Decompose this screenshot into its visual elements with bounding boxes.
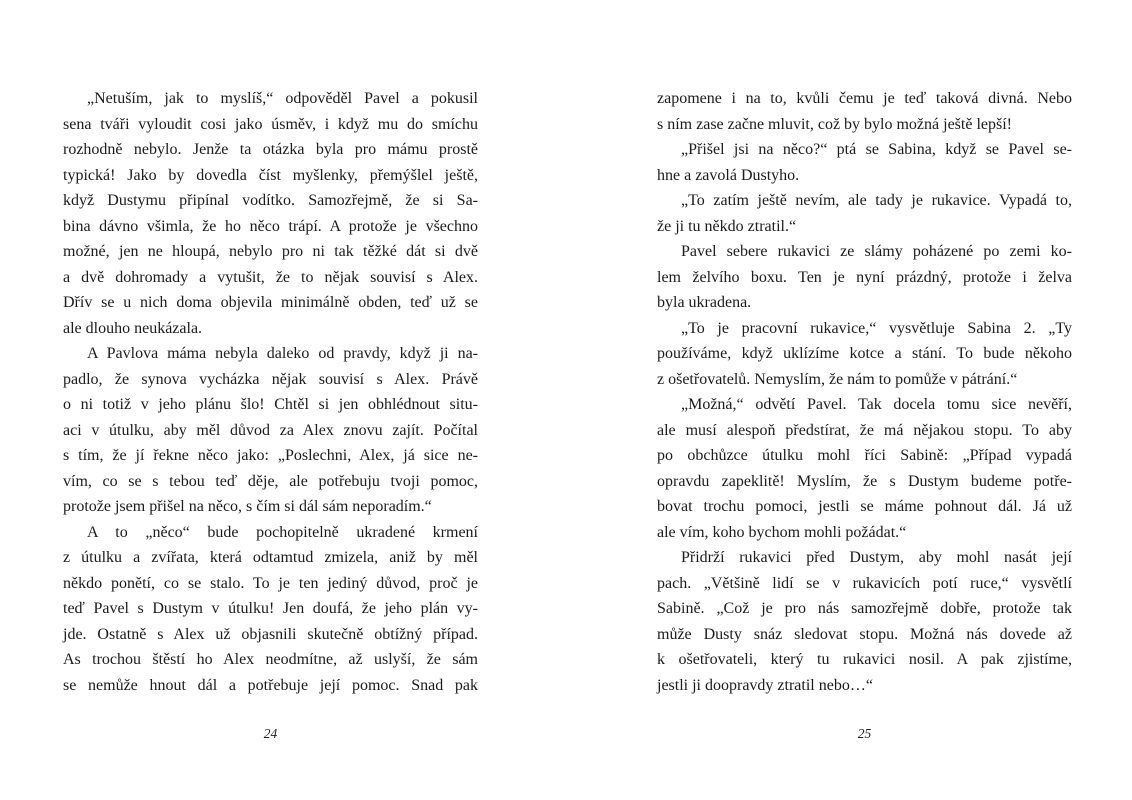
- text-line: aci v útulku, aby měl důvod za Alex znovu zajít. Počítal: [63, 421, 478, 439]
- text-line: opravdu zapeklitě! Myslím, že s Dustym budeme potře-: [657, 472, 1072, 490]
- text-line: z útulku a zvířata, která odtamtud zmizela, aniž by měl: [63, 549, 478, 566]
- text-line: „Přišel jsi na něco?“ ptá se Sabina, když se Pavel se-: [681, 141, 1072, 158]
- text-line: zapomene i na to, kvůli čemu je teď taková divná. Nebo: [657, 90, 1072, 107]
- text-line: že ji tu někdo ztratil.“: [657, 217, 797, 235]
- page-number-left: 24: [263, 726, 278, 741]
- text-line: může Dusty snáz sledovat stopu. Možná nás dovede až: [657, 625, 1072, 643]
- text-line: o ni totiž v jeho plánu šlo! Chtěl si jen obhlédnout situ-: [63, 396, 478, 413]
- text-line: typická! Jako by dovedla číst myšlenky, přemýšlel ještě,: [63, 166, 478, 184]
- text-line: sena tváři vyloudit cosi jako úsměv, i když mu do smíchu: [63, 115, 478, 133]
- text-line: s tím, že jí řekne něco jako: „Poslechni, Alex, já sice ne-: [63, 447, 478, 464]
- text-line: vím, co se s tebou teď děje, ale potřebuju tvoji pomoc,: [63, 472, 478, 490]
- text-line: když Dustymu připínal vodítko. Samozřejmě, že si Sa-: [63, 192, 478, 209]
- page-right-text: [657, 86, 1072, 698]
- page-left-text: [63, 86, 478, 698]
- text-line: ale musí alespoň předstírat, že má nějakou stopu. To aby: [657, 421, 1072, 439]
- text-line: možné, jen ne hloupá, nebylo pro ni tak těžké dát si dvě: [63, 243, 478, 260]
- text-line: ale vím, koho bychom mohli požádat.“: [657, 523, 907, 541]
- text-line: „Netuším, jak to myslíš,“ odpověděl Pavel a pokusil: [87, 90, 478, 107]
- text-line: „To je pracovní rukavice,“ vysvětluje Sabina 2. „Ty: [681, 319, 1072, 337]
- text-line: z ošetřovatelů. Nemyslím, že nám to pomůže v pátrání.“: [657, 370, 1018, 388]
- text-line: hne a zavolá Dustyho.: [657, 166, 800, 184]
- text-line: pach. „Většině lidí se v rukavicích potí ruce,“ vysvětlí: [657, 574, 1072, 592]
- text-line: po obchůzce útulku mohl říci Sabině: „Případ vypadá: [657, 447, 1072, 464]
- text-line: s ním zase začne mluvit, což by bylo možná ještě lepší!: [657, 115, 1012, 133]
- text-line: jde. Ostatně s Alex už objasnili skutečně obtížný případ.: [63, 625, 478, 643]
- text-line: lem želvího boxu. Ten je nyní prázdný, protože i želva: [657, 268, 1072, 286]
- text-line: As trochou štěstí ho Alex neodmítne, až uslyší, že sám: [63, 651, 478, 668]
- text-line: Přidrží rukavici před Dustym, aby mohl nasát její: [681, 549, 1072, 566]
- text-line: bovat trochu pomoci, jestli se máme pohnout dál. Já už: [657, 498, 1072, 515]
- text-line: protože jsem přišel na něco, s čím si dál sám neporadím.“: [63, 498, 432, 515]
- text-line: bina dávno všimla, že ho něco trápí. A protože je všechno: [63, 217, 478, 235]
- text-line: A Pavlova máma nebyla daleko od pravdy, když ji na-: [87, 345, 478, 362]
- page-right: [657, 86, 1072, 776]
- text-line: ale dlouho neukázala.: [63, 319, 203, 337]
- text-line: „Možná,“ odvětí Pavel. Tak docela tomu sice nevěří,: [681, 396, 1072, 413]
- text-line: „To zatím ještě nevím, ale tady je rukavice. Vypadá to,: [681, 192, 1072, 209]
- text-line: rozhodně nebylo. Jenže ta otázka byla pro mámu prostě: [63, 141, 478, 158]
- text-line: Dřív se u nich doma objevila minimálně obden, teď už se: [63, 294, 478, 311]
- text-line: byla ukradena.: [657, 294, 752, 311]
- text-line: A to „něco“ bude pochopitelně ukradené krmení: [87, 523, 478, 541]
- page-number-right: 25: [857, 726, 872, 741]
- text-line: padlo, že synova vycházka nějak souvisí s Alex. Právě: [63, 370, 478, 388]
- text-line: jestli ji doopravdy ztratil nebo…“: [657, 676, 873, 694]
- text-line: a dvě dohromady a vytušit, že to nějak souvisí s Alex.: [63, 268, 478, 286]
- text-line: používáme, když uklízíme kotce a stání. To bude někoho: [657, 345, 1072, 362]
- text-line: Pavel sebere rukavici ze slámy poházené po zemi ko-: [681, 243, 1072, 260]
- text-line: Sabině. „Což je pro nás samozřejmě dobře, protože tak: [657, 600, 1072, 617]
- page-left: [63, 86, 478, 776]
- text-line: se nemůže hnout dál a potřebuje její pomoc. Snad pak: [63, 676, 478, 694]
- text-line: teď Pavel s Dustym v útulku! Jen doufá, že jeho plán vy-: [63, 600, 478, 617]
- text-line: někdo ponětí, co se stalo. To je ten jediný důvod, proč je: [63, 574, 478, 592]
- text-line: k ošetřovateli, který tu rukavici nosil. A pak zjistíme,: [657, 651, 1072, 668]
